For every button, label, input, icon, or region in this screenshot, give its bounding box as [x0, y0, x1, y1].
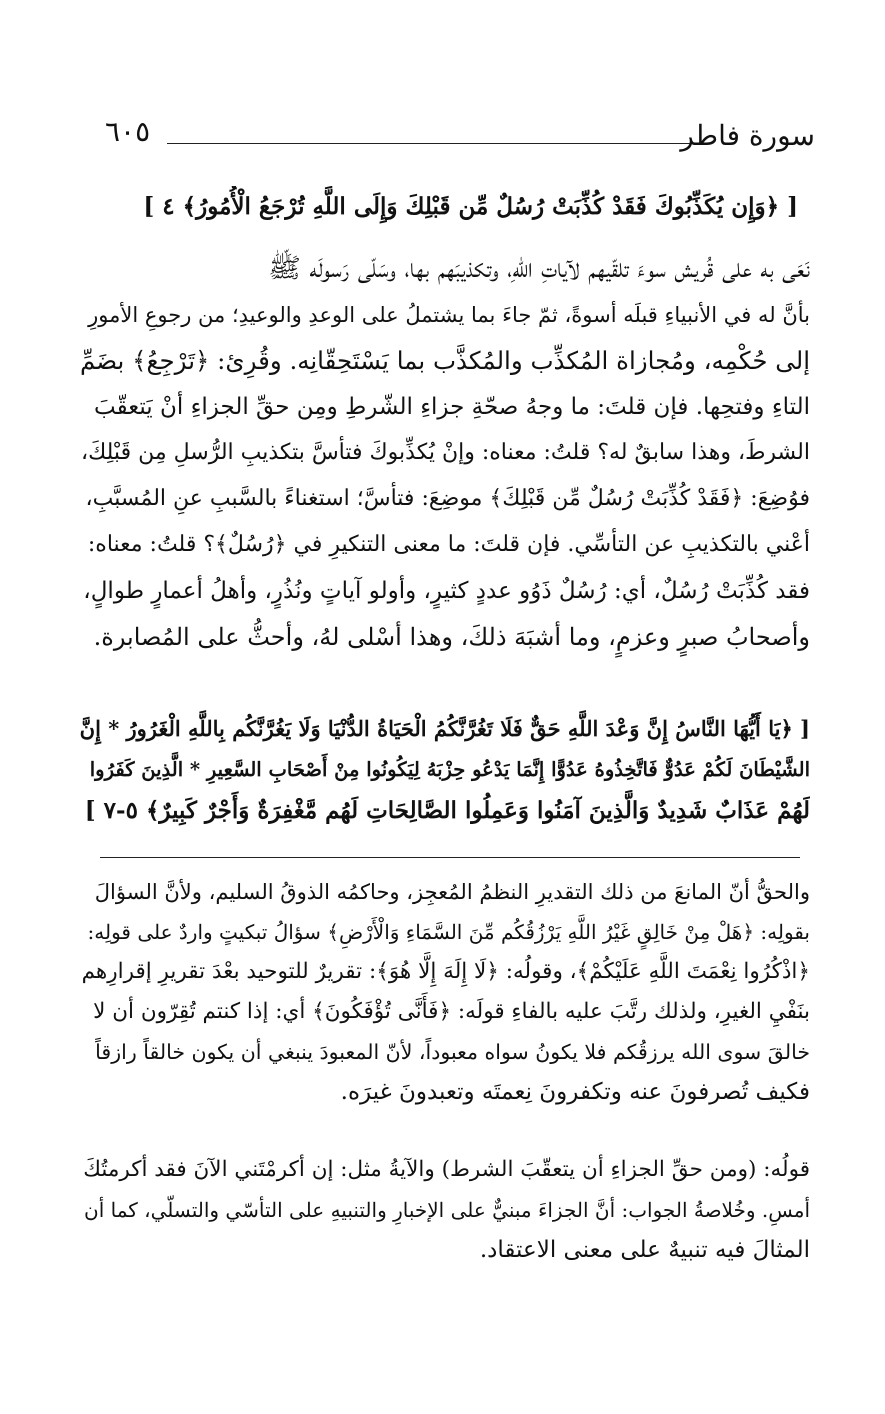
verse-line: لَهُمْ عَذَابٌ شَدِيدٌ وَالَّذِينَ آمَنُوا وَعَمِلُوا الصَّالِحَاتِ لَهُم مَّغْفِرَةٌ وَأَجْرٌ كَبِيرٌ﴾ ٥-٧ ] [84, 797, 810, 824]
commentary-line: الشرطَ، وهذا سابقٌ له؟ قلتُ: معناه: وإنْ يُكذِّبوكَ فتأسَّ بتكذيبِ الرُّسلِ مِن قَبْلِكَ، [81, 440, 810, 465]
commentary-line: فقد كُذِّبَتْ رُسُلٌ، أي: رُسُلٌ ذَوُو عددٍ كثيرٍ، وأولو آياتٍ ونُذُرٍ، وأهلُ أعمارٍ طوالٍ، [83, 578, 810, 604]
commentary-line: فوُضِعَ: ﴿فَقَدْ كُذِّبَتْ رُسُلٌ مِّن قَبْلِكَ﴾ موضِعَ: فتأسَّ؛ استغناءً بالسَّببِ عنِ المُسبَّبِ، [85, 486, 810, 511]
footnote-line: والحقُّ أنّ المانعَ من ذلك التقديرِ النظمُ المُعجِز، وحاكمُه الذوقُ السليم، ولأنَّ السؤالَ [94, 880, 810, 904]
header-rule [167, 143, 700, 144]
commentary-line: التاءِ وفتحِها. فإن قلتَ: ما وجهُ صحّةِ جزاءِ الشّرطِ ومِن حقِّ الجزاءِ أنْ يَتعقّبَ [94, 394, 810, 420]
footnote-block-2 [80, 1150, 810, 1270]
footnote-line: خالقَ سوى الله يرزقُكم فلا يكونُ سواه معبوداً، لأنّ المعبودَ ينبغي أن يكون خالقاً رازقاً [95, 1040, 810, 1064]
page-number: ٦٠٥ [105, 115, 151, 148]
page-header [105, 115, 815, 165]
footnote-line: بقولِه: ﴿هَلْ مِنْ خَالِقٍ غَيْرُ اللَّهِ يَرْزُقُكُم مِّنَ السَّمَاءِ وَالْأَرْضِ﴾ سؤالُ تبكيتٍ واردٌ على قولِه: [87, 920, 810, 944]
verse-line: [ ﴿يَا أَيُّهَا النَّاسُ إِنَّ وَعْدَ اللَّهِ حَقٌّ فَلَا تَغُرَّنَّكُمُ الْحَيَاةُ الدُّنْيَا وَلَا يَغُرَّنَّكُم بِاللَّهِ الْغَرُورُ * إِنَّ [80, 716, 810, 741]
footnote-line: قولُه: (ومن حقِّ الجزاءِ أن يتعقّبَ الشرط) والآيةُ مثل: إن أكرمْتَني الآنَ فقد أكرمتُكَ [83, 1157, 810, 1182]
verse-block-1 [140, 186, 798, 227]
commentary-line: إلى حُكْمِه، ومُجازاة المُكذِّب والمُكذَّب بما يَسْتَحِقّانِه. وقُرِئ: ﴿تَرْجِعُ﴾ بضَمِّ [80, 346, 810, 375]
footnote-block-1 [80, 872, 810, 1112]
footnote-line: فكيف تُصرفونَ عنه وتكفرونَ نِعمتَه وتعبدونَ غيرَه. [340, 1079, 810, 1105]
verse-block-2 [80, 708, 810, 831]
footnote-divider [100, 857, 800, 858]
commentary-line: نَعَى به على قُريش سوءَ تلقّيهم لآياتِ اللّهِ، وتكذيبَهم بها، وسَلّى رَسولَه ﷺ [268, 253, 810, 284]
commentary-line: أعْني بالتكذيبِ عن التأسِّي. فإن قلتَ: ما معنى التنكيرِ في ﴿رُسُلٌ﴾؟ قلتُ: معناه: [87, 532, 810, 557]
footnote-line: ﴿اذْكُرُوا نِعْمَتَ اللَّهِ عَلَيْكُمْ﴾، وقولُه: ﴿لَا إِلَهَ إِلَّا هُوَ﴾: تقريرٌ للتوحيد بعْدَ تقريرِ إقرارِهم [81, 959, 810, 984]
commentary-line: بأنَّ له في الأنبياءِ قبلَه أسوةً، ثمّ جاءَ بما يشتملُ على الوعدِ والوعيدِ؛ من رجوعِ الأمورِ [88, 303, 810, 327]
surah-title: سورة فاطر [680, 119, 815, 152]
footnote-line: أمسِ. وخُلاصةُ الجواب: أنَّ الجزاءَ مبنيٌّ على الإخبارِ والتنبيهِ على التأسّي والتسلّي، كما أن [84, 1198, 810, 1222]
footnote-line: المثالَ فيه تنبيهٌ على معنى الاعتقاد. [479, 1237, 810, 1263]
footnote-line: بنَفْيِ الغيرِ، ولذلك رتَّبَ عليه بالفاءِ قولَه: ﴿فَأَنَّى تُؤْفَكُونَ﴾ أي: إذا كنتم تُقِرّون أن لا [93, 999, 810, 1024]
commentary-line: وأصحابُ صبرٍ وعزمٍ، وما أشبَهَ ذلكَ، وهذا أسْلى لهُ، وأحثُّ على المُصابرة. [93, 623, 810, 651]
verse-line: [ ﴿وَإِن يُكَذِّبُوكَ فَقَدْ كُذِّبَتْ رُسُلٌ مِّن قَبْلِكَ وَإِلَى اللَّهِ تُرْجَعُ الْأُمُورُ﴾ ٤ ] [143, 193, 798, 220]
verse-line: الشَّيْطَانَ لَكُمْ عَدُوٌّ فَاتَّخِذُوهُ عَدُوًّا إِنَّمَا يَدْعُو حِزْبَهُ لِيَكُونُوا مِنْ أَصْحَابِ السَّعِيرِ * الَّذِينَ كَفَرُوا [89, 758, 810, 781]
commentary-block [80, 246, 810, 660]
